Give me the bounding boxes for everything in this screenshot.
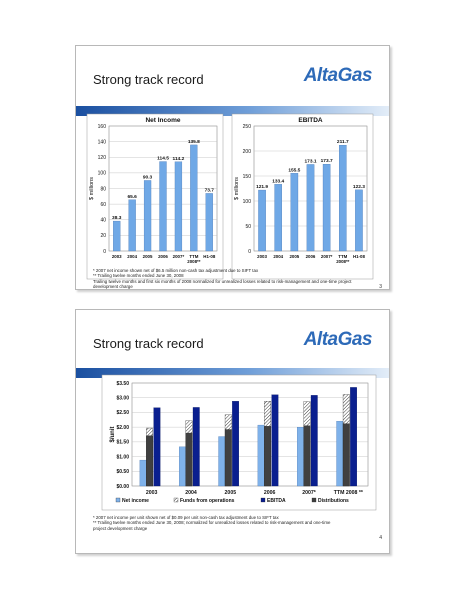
x-tick-label: 2007* [302,490,316,496]
bar-ebitda [193,407,200,486]
bar-distributions [146,436,153,486]
data-label: 135.8 [187,139,200,145]
x-tick-label: TTM [338,254,348,259]
footnote: Trailing twelve months and first six months of 2008 normalized for unrealized losses related to risk-management and one-time project development charge [93,278,352,290]
x-tick-label: 2006 [158,254,168,259]
bar-distributions [304,426,311,486]
bar [291,173,298,251]
bar-ebitda [154,408,161,486]
x-tick-label: 2003 [111,254,122,259]
y-tick-label: $0.50 [116,469,129,476]
bar-distributions [186,433,193,486]
footnote: ** Trailing twelve months ended June 30, 2008 [93,273,184,279]
y-tick-label: $2.50 [116,410,129,417]
data-label: 90.3 [142,175,153,181]
y-tick-label: $1.50 [116,439,129,446]
bar [258,190,265,251]
bar-ebitda [350,387,357,486]
x-tick-label: 2003 [257,254,267,259]
bar-ebitda [272,395,279,486]
y-tick-label: 0 [248,248,251,255]
x-tick-label: TTM 2008 ** [333,490,363,496]
x-tick-label: 2004 [127,254,138,259]
bar-net-income [140,460,147,486]
slide-title: Strong track record [93,336,204,351]
bar-distributions [264,426,271,486]
y-tick-label: 200 [242,148,251,155]
data-label: 65.6 [127,194,137,200]
y-tick-label: 0 [103,248,106,255]
bar [175,162,182,251]
bar [275,184,282,251]
y-tick-label: 100 [97,170,106,177]
y-tick-label: $2.00 [116,424,129,431]
y-axis-label: $ millions [234,177,240,200]
data-label: 114.2 [172,156,185,162]
x-tick-label: 2005 [142,254,153,259]
slide-3 [75,45,390,290]
data-label: 155.5 [288,168,301,174]
legend-swatch [174,498,178,502]
y-tick-label: 150 [242,173,251,180]
bar-net-income [297,427,304,486]
bar-ebitda [232,401,239,486]
y-tick-label: $3.00 [116,395,129,402]
page-number: 3 [379,284,382,290]
altagas-logo: AltaGas [303,329,372,350]
legend-label: Funds from operations [180,498,235,504]
x-tick-label: 2008** [336,259,350,264]
x-tick-label: 2003 [145,490,158,496]
x-tick-label: H1-08 [203,254,216,259]
x-tick-label: 2005 [289,254,300,259]
bar-net-income [337,421,344,486]
data-label: 114.5 [157,156,169,162]
data-label: 38.3 [112,216,122,222]
data-label: 211.7 [336,140,349,146]
page-number: 4 [379,535,382,541]
chart-title: Net Income [145,117,181,124]
legend-label: Distributions [318,498,349,504]
y-tick-label: 140 [97,139,106,146]
footnotes [93,515,333,531]
slide-title: Strong track record [93,72,204,87]
x-tick-label: 2005 [224,490,237,496]
y-tick-label: 50 [245,223,251,230]
legend-swatch [312,498,316,502]
bar [113,221,120,251]
net-income-chart [76,46,389,289]
legend-swatch [261,498,265,502]
y-tick-label: $1.00 [116,454,129,461]
y-axis-label: $/unit [110,426,116,443]
data-label: 133.4 [272,179,285,185]
bar-net-income [219,437,226,486]
y-tick-label: $0.00 [116,483,129,490]
data-label: 122.3 [352,184,365,190]
bar [206,193,213,251]
x-tick-label: 2007* [172,254,185,259]
y-tick-label: 100 [242,198,251,205]
bar [307,164,314,251]
x-tick-label: 2004 [273,254,284,259]
legend-swatch [116,498,120,502]
bar [160,162,167,251]
footnotes [93,268,363,290]
footnote: * 2007 net income shown net of $6.5 million non-cash tax adjustment due to SIFT tax [93,268,259,273]
x-tick-label: 2004 [185,490,197,496]
x-tick-label: 2006 [305,254,316,259]
data-label: 121.9 [256,185,269,191]
y-tick-label: $3.50 [116,380,129,387]
y-tick-label: 250 [242,123,251,130]
bar-distributions [225,429,232,486]
x-tick-label: TTM [189,254,199,259]
bar-distributions [343,424,350,486]
y-tick-label: 60 [100,201,106,208]
y-tick-label: 120 [97,155,106,162]
y-tick-label: 160 [97,123,106,130]
bar [190,145,197,251]
bar [355,190,362,251]
y-tick-label: 80 [100,186,106,193]
altagas-logo: AltaGas [303,65,372,86]
bar-ebitda [311,395,318,486]
x-tick-label: 2006 [263,490,276,496]
legend-label: EBITDA [267,498,286,504]
plot-area [132,383,368,486]
footnote: * 2007 net income per unit shown net of $0.09 per unit non-cash tax adjustment due to SIFT tax [93,515,279,520]
x-tick-label: H1-08 [352,254,365,259]
footnote: ** Trailing twelve months ended June 30, 2008; normalized for unrealized losses related to risk-management and one-time project development charge [93,520,331,531]
data-label: 73.7 [204,188,214,194]
legend-label: Net income [122,498,149,504]
x-tick-label: 2008** [187,259,201,264]
slide-4 [75,309,390,554]
data-label: 173.1 [304,159,317,165]
y-tick-label: 40 [100,217,106,224]
x-tick-label: 2007* [320,254,333,259]
bar [129,200,136,251]
y-tick-label: 20 [100,233,106,240]
bar-net-income [179,447,186,486]
bar [144,180,151,251]
bar-net-income [258,425,265,486]
y-axis-label: $ millions [89,177,95,200]
chart-title: EBITDA [298,117,323,124]
bar [339,145,346,251]
data-label: 173.7 [320,159,333,165]
bar [323,164,330,251]
